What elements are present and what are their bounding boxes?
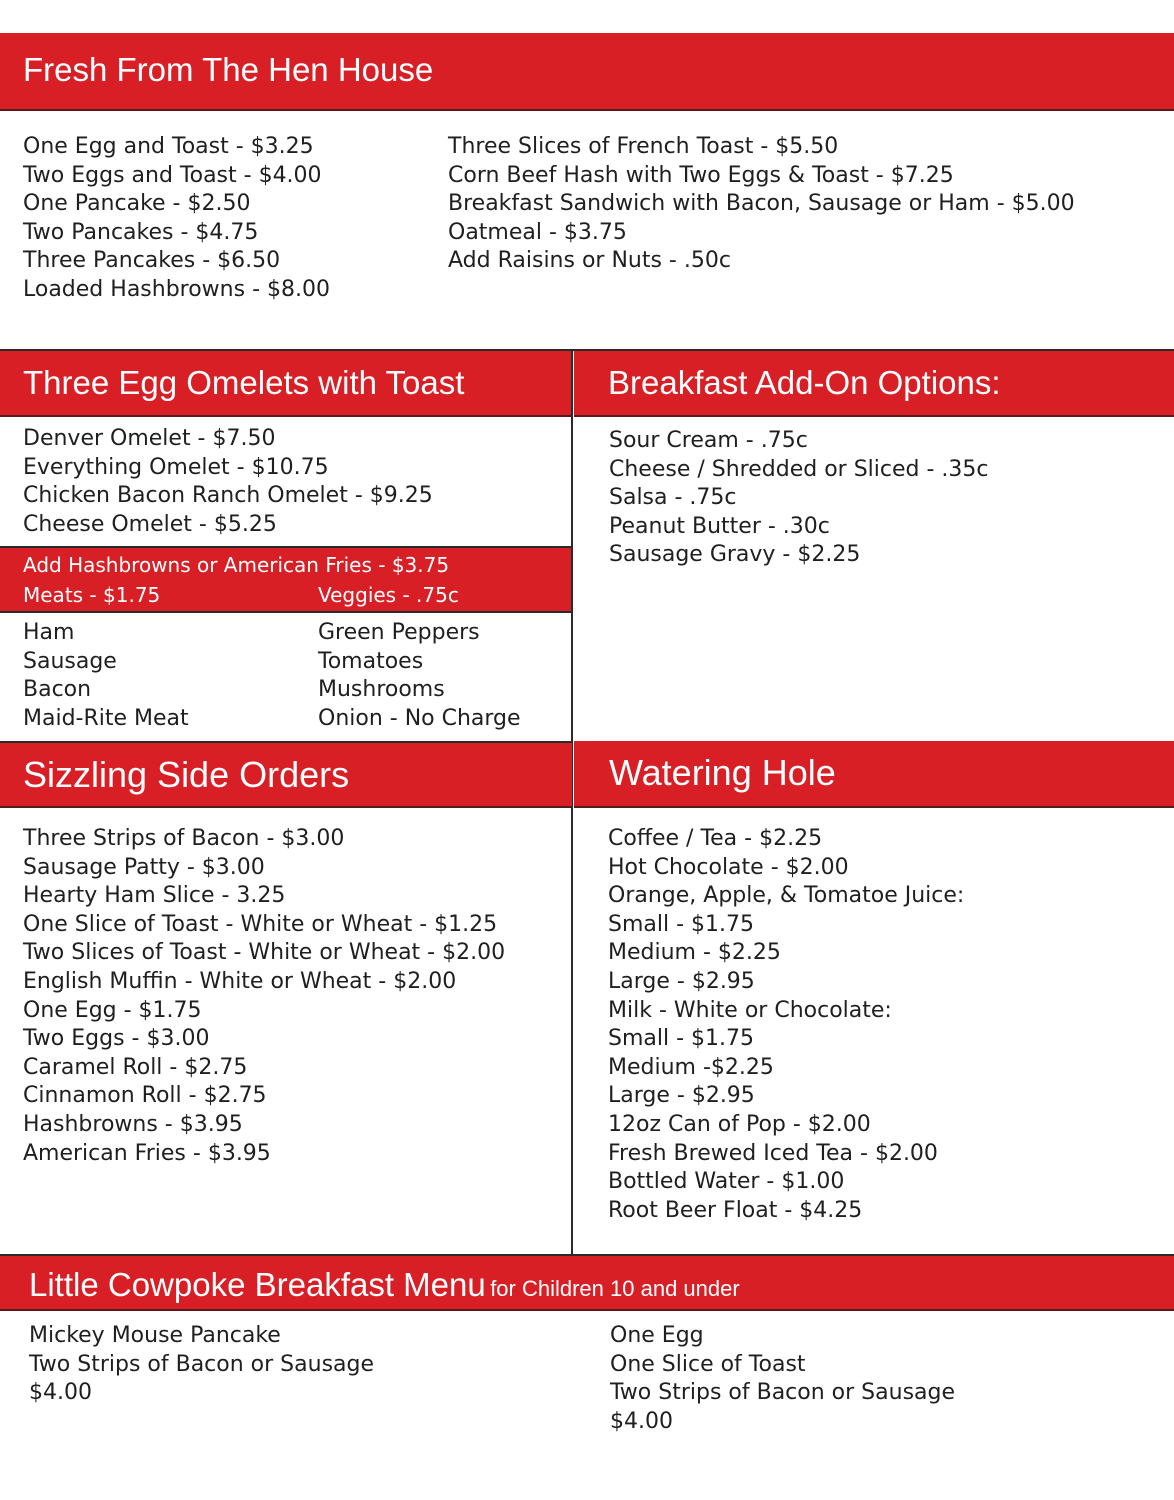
menu-item: Two Slices of Toast - White or Wheat - $2.00 bbox=[23, 940, 506, 966]
kids-left-list bbox=[29, 1322, 374, 1408]
kids-right-list bbox=[610, 1322, 955, 1436]
veggies-list bbox=[318, 619, 521, 733]
drinks-header bbox=[574, 741, 1174, 808]
menu-item: Coffee / Tea - $2.25 bbox=[608, 826, 823, 851]
menu-item: Three Strips of Bacon - $3.00 bbox=[23, 826, 345, 851]
menu-item: American Fries - $3.95 bbox=[23, 1140, 271, 1166]
meat-option: Sausage bbox=[23, 648, 117, 674]
drinks-title: Watering Hole bbox=[609, 752, 836, 793]
veggie-option: Tomatoes bbox=[318, 648, 424, 674]
menu-item: Peanut Butter - .30c bbox=[609, 513, 830, 539]
menu-item: One Slice of Toast bbox=[610, 1351, 806, 1377]
menu-item: Sausage Patty - $3.00 bbox=[23, 854, 265, 880]
kids-title-wrap bbox=[29, 1266, 740, 1304]
addons-title: Breakfast Add-On Options: bbox=[608, 364, 1001, 401]
menu-item: Milk - White or Chocolate: bbox=[608, 997, 892, 1023]
menu-item: Sour Cream - .75c bbox=[609, 428, 808, 453]
sides-header bbox=[0, 741, 572, 808]
menu-item: Caramel Roll - $2.75 bbox=[23, 1054, 248, 1080]
menu-item: Cinnamon Roll - $2.75 bbox=[23, 1083, 267, 1109]
menu-item: Chicken Bacon Ranch Omelet - $9.25 bbox=[23, 483, 433, 509]
menu-item: Fresh Brewed Iced Tea - $2.00 bbox=[608, 1140, 938, 1166]
hen-house-title: Fresh From The Hen House bbox=[23, 51, 434, 88]
menu-item: Hot Chocolate - $2.00 bbox=[608, 854, 849, 880]
kids-subtitle: for Children 10 and under bbox=[490, 1276, 740, 1301]
veggies-label: Veggies - .75c bbox=[318, 583, 459, 607]
omelet-add-on-band bbox=[0, 546, 572, 613]
menu-item: 12oz Can of Pop - $2.00 bbox=[608, 1111, 871, 1137]
omelets-list bbox=[23, 425, 433, 539]
meats-list bbox=[23, 619, 189, 733]
menu-item: Salsa - .75c bbox=[609, 485, 737, 511]
menu-item: One Pancake - $2.50 bbox=[23, 191, 251, 217]
menu-item: Denver Omelet - $7.50 bbox=[23, 426, 276, 451]
menu-item: One Egg and Toast - $3.25 bbox=[23, 134, 314, 159]
omelets-title: Three Egg Omelets with Toast bbox=[23, 364, 465, 401]
menu-item: Medium - $2.25 bbox=[608, 940, 781, 966]
menu-item: Two Strips of Bacon or Sausage bbox=[29, 1351, 375, 1377]
menu-item: Corn Beef Hash with Two Eggs & Toast - $7.25 bbox=[448, 162, 954, 188]
hen-house-left-list bbox=[23, 133, 330, 305]
menu-item: Bottled Water - $1.00 bbox=[608, 1169, 845, 1195]
addons-header bbox=[574, 351, 1174, 417]
menu-item: Large - $2.95 bbox=[608, 968, 755, 994]
menu-item: One Egg bbox=[610, 1323, 704, 1348]
menu-item: Medium -$2.25 bbox=[608, 1054, 774, 1080]
menu-item: Root Beer Float - $4.25 bbox=[608, 1197, 863, 1223]
menu-item: Two Eggs - $3.00 bbox=[23, 1026, 210, 1052]
menu-item: Cheese Omelet - $5.25 bbox=[23, 511, 277, 537]
addons-list bbox=[609, 427, 989, 570]
veggie-option: Green Peppers bbox=[318, 620, 480, 645]
menu-item: $4.00 bbox=[29, 1380, 92, 1406]
meat-option: Maid-Rite Meat bbox=[23, 705, 189, 731]
menu-item: Large - $2.95 bbox=[608, 1083, 755, 1109]
menu-item: Three Pancakes - $6.50 bbox=[23, 248, 281, 274]
hen-house-right-list bbox=[448, 133, 1075, 276]
menu-item: Two Eggs and Toast - $4.00 bbox=[23, 162, 322, 188]
menu-item: Cheese / Shredded or Sliced - .35c bbox=[609, 456, 989, 482]
menu-item: Mickey Mouse Pancake bbox=[29, 1323, 281, 1348]
sides-list bbox=[23, 825, 505, 1168]
menu-item: Everything Omelet - $10.75 bbox=[23, 454, 329, 480]
menu-item: Add Raisins or Nuts - .50c bbox=[448, 248, 731, 274]
hen-house-header bbox=[0, 33, 1174, 111]
menu-item: Two Pancakes - $4.75 bbox=[23, 219, 259, 245]
sides-title: Sizzling Side Orders bbox=[23, 754, 350, 795]
meat-option: Bacon bbox=[23, 677, 92, 703]
meats-label: Meats - $1.75 bbox=[23, 583, 161, 607]
menu-item: Sausage Gravy - $2.25 bbox=[609, 542, 861, 568]
omelets-header bbox=[0, 351, 572, 417]
kids-header bbox=[0, 1254, 1174, 1311]
menu-item: $4.00 bbox=[610, 1408, 673, 1434]
veggie-option: Mushrooms bbox=[318, 677, 445, 703]
drinks-list bbox=[608, 825, 964, 1225]
add-hashbrowns-label: Add Hashbrowns or American Fries - $3.75 bbox=[23, 553, 450, 577]
meat-option: Ham bbox=[23, 620, 75, 645]
menu-item: Hearty Ham Slice - 3.25 bbox=[23, 883, 286, 909]
menu-item: Small - $1.75 bbox=[608, 1026, 755, 1052]
menu-item: Small - $1.75 bbox=[608, 911, 755, 937]
veggie-option: Onion - No Charge bbox=[318, 705, 521, 731]
menu-item: English Muffin - White or Wheat - $2.00 bbox=[23, 968, 457, 994]
menu-item: Loaded Hashbrowns - $8.00 bbox=[23, 276, 330, 302]
menu-item: Three Slices of French Toast - $5.50 bbox=[448, 134, 839, 159]
menu-item: Oatmeal - $3.75 bbox=[448, 219, 627, 245]
menu-item: Breakfast Sandwich with Bacon, Sausage or Ham - $5.00 bbox=[448, 191, 1075, 217]
menu-item: One Egg - $1.75 bbox=[23, 997, 202, 1023]
menu-item: Hashbrowns - $3.95 bbox=[23, 1111, 243, 1137]
menu-item: Orange, Apple, & Tomatoe Juice: bbox=[608, 883, 965, 909]
menu-item: One Slice of Toast - White or Wheat - $1.25 bbox=[23, 911, 498, 937]
kids-title: Little Cowpoke Breakfast Menu bbox=[29, 1266, 486, 1303]
menu-item: Two Strips of Bacon or Sausage bbox=[610, 1380, 956, 1406]
